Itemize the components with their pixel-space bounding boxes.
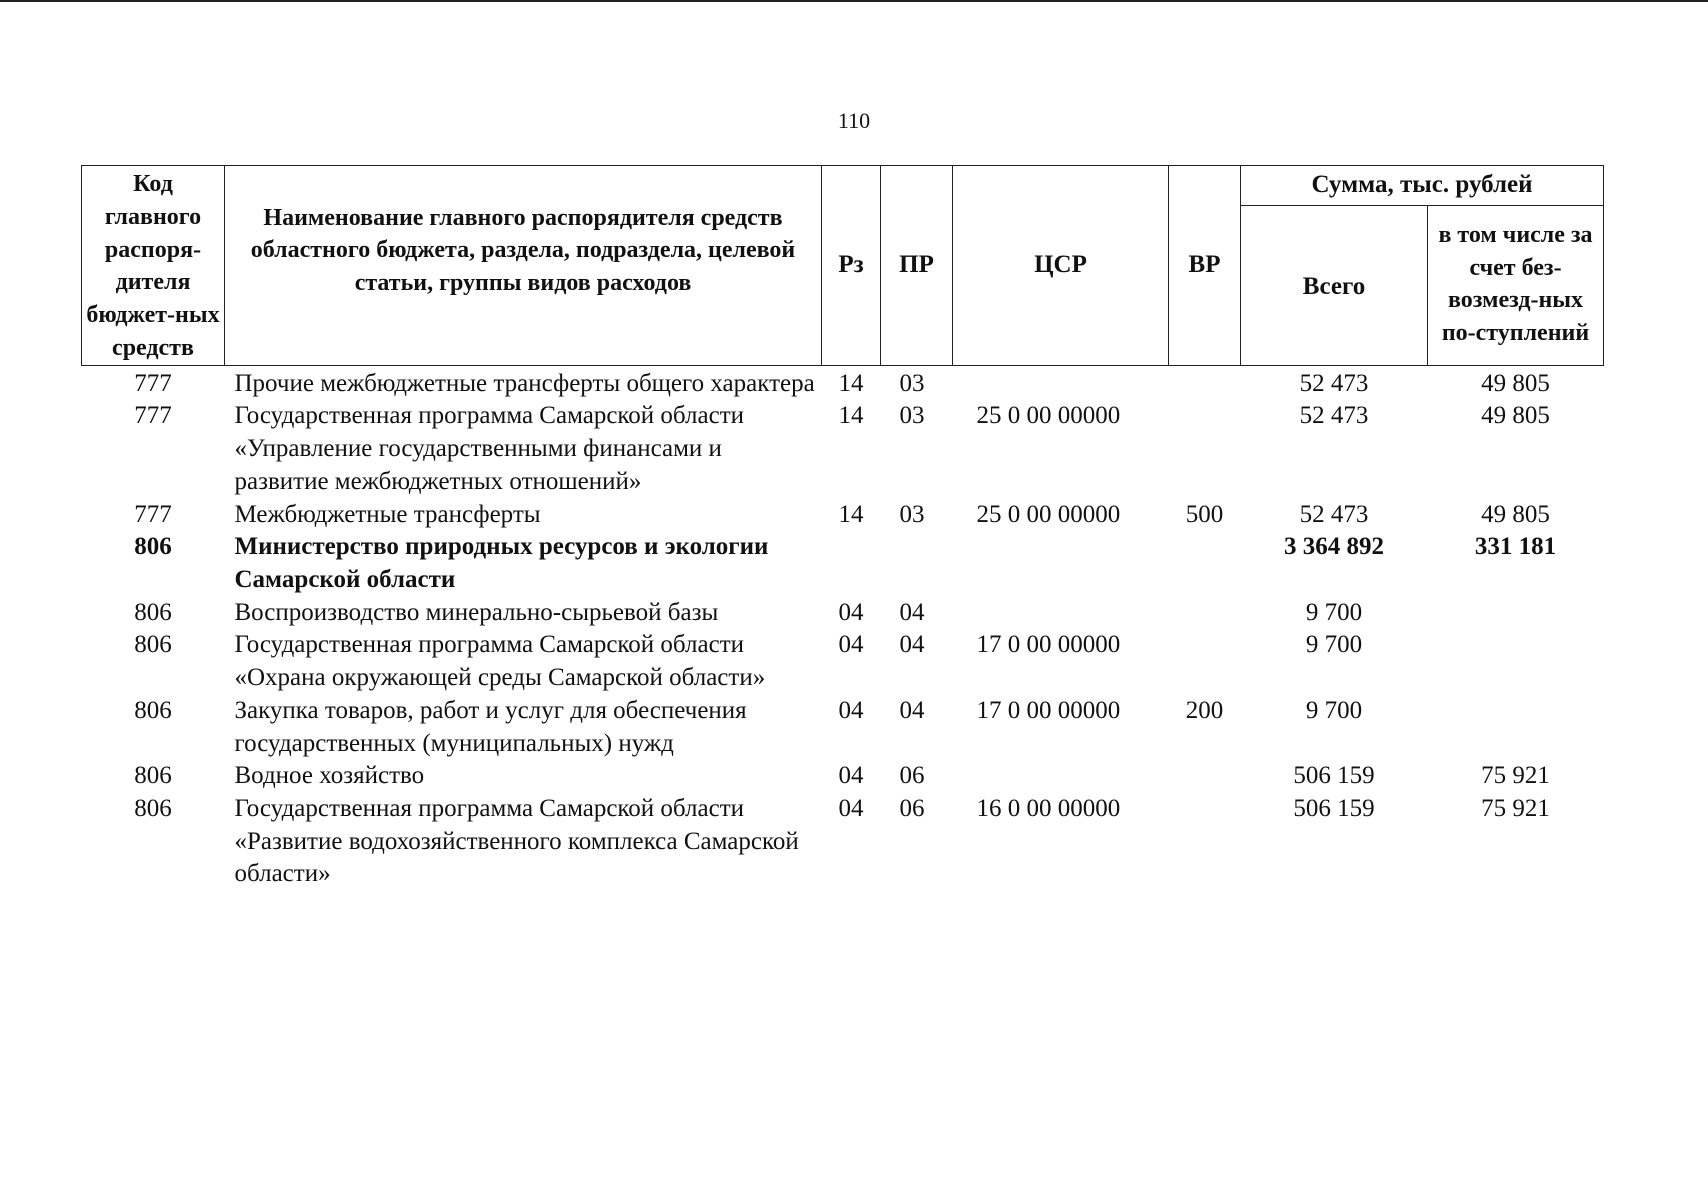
- cell-free: [1428, 629, 1604, 694]
- table-row: [82, 760, 1604, 793]
- cell-free: 331 181: [1474, 533, 1557, 561]
- cell-free: [1428, 695, 1604, 760]
- budget-table: [81, 165, 1604, 891]
- cell-code: 806: [134, 794, 172, 822]
- table-row: [82, 695, 1604, 760]
- cell-free: [1428, 597, 1604, 630]
- header-sum: Сумма, тыс. рублей: [1241, 166, 1604, 206]
- cell-csr: [953, 760, 1169, 793]
- cell-vr: 200: [1185, 696, 1224, 724]
- cell-pr: 04: [899, 631, 925, 659]
- cell-code: 806: [134, 696, 172, 724]
- cell-free: 49 805: [1481, 369, 1550, 397]
- cell-csr: [953, 531, 1169, 596]
- cell-name: Государственная программа Самарской области «Управление государственными финансами и развитие межбюджетных отношений»: [234, 402, 744, 495]
- header-csr: ЦСР: [953, 166, 1169, 366]
- header-total: Всего: [1241, 206, 1428, 366]
- cell-name: Государственная программа Самарской области «Охрана окружающей среды Самарской области»: [234, 631, 766, 692]
- cell-free: 75 921: [1481, 762, 1550, 790]
- cell-code: 806: [134, 598, 172, 626]
- cell-csr: 16 0 00 00000: [976, 794, 1121, 822]
- cell-csr: 25 0 00 00000: [976, 500, 1121, 528]
- cell-vr: [1169, 597, 1241, 630]
- cell-name: Межбюджетные трансферты: [234, 500, 541, 528]
- cell-total: 506 159: [1293, 762, 1375, 790]
- table-row: [82, 365, 1604, 400]
- cell-rz: 14: [838, 402, 864, 430]
- cell-pr: [881, 531, 953, 596]
- cell-name: Воспроизводство минерально-сырьевой базы: [234, 598, 719, 626]
- page-number: 110: [837, 108, 871, 133]
- cell-name: Прочие межбюджетные трансферты общего характера: [234, 369, 815, 397]
- cell-total: 3 364 892: [1284, 533, 1384, 561]
- header-vr: ВР: [1169, 166, 1241, 366]
- cell-vr: [1169, 629, 1241, 694]
- cell-rz: 04: [838, 794, 864, 822]
- cell-code: 806: [134, 533, 172, 561]
- cell-csr: 25 0 00 00000: [976, 402, 1121, 430]
- cell-rz: 14: [838, 369, 864, 397]
- cell-vr: [1169, 365, 1241, 400]
- cell-csr: 17 0 00 00000: [976, 631, 1121, 659]
- page-top-border: [0, 0, 1708, 2]
- cell-pr: 06: [899, 794, 925, 822]
- table-row: [82, 400, 1604, 498]
- cell-free: 75 921: [1481, 794, 1550, 822]
- cell-pr: 03: [899, 369, 925, 397]
- cell-pr: 04: [899, 598, 925, 626]
- cell-code: 777: [134, 500, 172, 528]
- header-name: Наименование главного распорядителя средств областного бюджета, раздела, подраздела, целевой статьи, группы видов расходов: [225, 166, 822, 366]
- table-row: [82, 629, 1604, 694]
- cell-pr: 03: [899, 500, 925, 528]
- cell-rz: 04: [838, 631, 864, 659]
- cell-pr: 06: [899, 762, 925, 790]
- cell-csr: [953, 365, 1169, 400]
- cell-code: 777: [134, 369, 172, 397]
- header-free: в том числе за счет без-возмезд-ных по-ступлений: [1428, 206, 1604, 366]
- cell-total: 506 159: [1293, 794, 1375, 822]
- table-row: [82, 531, 1604, 596]
- header-rz: Рз: [822, 166, 881, 366]
- cell-name: Водное хозяйство: [234, 762, 425, 790]
- table-row: [82, 793, 1604, 891]
- cell-code: 777: [134, 402, 172, 430]
- cell-csr: 17 0 00 00000: [976, 696, 1121, 724]
- cell-total: 9 700: [1305, 598, 1363, 626]
- cell-name: Закупка товаров, работ и услуг для обеспечения государственных (муниципальных) нужд: [234, 696, 747, 757]
- table-header: [82, 166, 1604, 366]
- header-pr: ПР: [881, 166, 953, 366]
- cell-rz: 04: [838, 598, 864, 626]
- cell-rz: 14: [838, 500, 864, 528]
- cell-total: 52 473: [1299, 402, 1369, 430]
- cell-free: 49 805: [1481, 402, 1550, 430]
- cell-csr: [953, 597, 1169, 630]
- cell-vr: [1169, 760, 1241, 793]
- table-row: [82, 499, 1604, 532]
- cell-rz: 04: [838, 762, 864, 790]
- cell-rz: [822, 531, 881, 596]
- cell-total: 9 700: [1305, 631, 1363, 659]
- cell-pr: 03: [899, 402, 925, 430]
- cell-total: 52 473: [1299, 369, 1369, 397]
- cell-name: Государственная программа Самарской области «Развитие водохозяйственного комплекса Самарской области»: [234, 794, 799, 888]
- cell-rz: 04: [838, 696, 864, 724]
- cell-name: Министерство природных ресурсов и экологии Самарской области: [234, 533, 769, 593]
- cell-pr: 04: [899, 696, 925, 724]
- cell-vr: 500: [1185, 500, 1224, 528]
- cell-total: 9 700: [1305, 696, 1363, 724]
- cell-vr: [1169, 400, 1241, 498]
- table-row: [82, 597, 1604, 630]
- cell-code: 806: [134, 631, 172, 659]
- cell-vr: [1169, 531, 1241, 596]
- cell-code: 806: [134, 762, 172, 790]
- table-body: [82, 365, 1604, 891]
- cell-free: 49 805: [1481, 500, 1550, 528]
- cell-total: 52 473: [1299, 500, 1369, 528]
- cell-vr: [1169, 793, 1241, 891]
- header-code: Код главного распоря-дителя бюджет-ных средств: [82, 166, 225, 366]
